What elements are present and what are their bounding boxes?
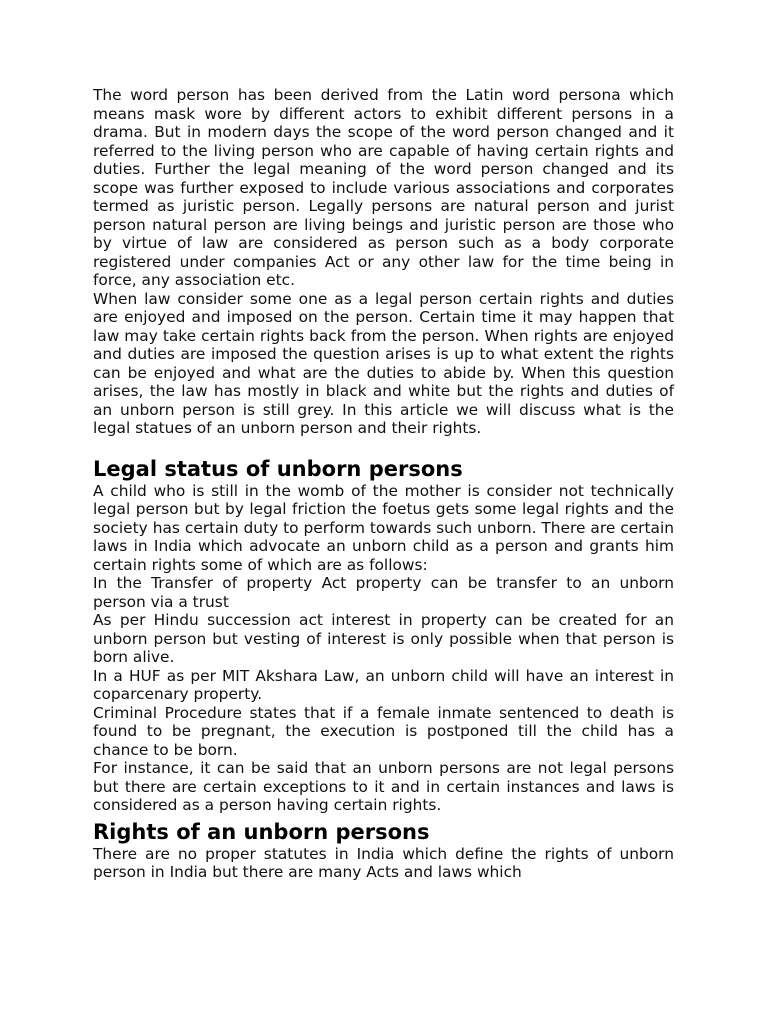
section1-paragraph: Criminal Procedure states that if a female inmate sentenced to death is found to be pregnant, the execution is postponed till the child has a chance to be born. <box>93 703 674 759</box>
section1-paragraph: In the Transfer of property Act property can be transfer to an unborn person via a trust <box>93 574 674 611</box>
document-page <box>93 86 674 882</box>
intro-paragraph-2: When law consider some one as a legal person certain rights and duties are enjoyed and imposed on the person. Certain time it may happen that law may take certain rights back from the person. When rights are enjoyed and duties are imposed the question arises is up to what extent the rights can be enjoyed and what are the duties to abide by. When this question arises, the law has mostly in black and white but the rights and duties of an unborn person is still grey. In this article we will discuss what is the legal statues of an unborn person and their rights. <box>93 289 674 437</box>
section1-paragraph: As per Hindu succession act interest in property can be created for an unborn person but vesting of interest is only possible when that person is born alive. <box>93 611 674 666</box>
section-heading-rights: Rights of an unborn persons <box>93 819 430 844</box>
section2-paragraph: There are no proper statutes in India which define the rights of unborn person in India but there are many Acts and laws which <box>93 844 674 881</box>
section1-paragraph: For instance, it can be said that an unborn persons are not legal persons but there are certain exceptions to it and in certain instances and laws is considered as a person having certain rights. <box>93 759 674 814</box>
section1-paragraph: In a HUF as per MIT Akshara Law, an unborn child will have an interest in coparcenary property. <box>93 666 674 703</box>
section1-paragraph: A child who is still in the womb of the mother is consider not technically legal person but by legal friction the foetus gets some legal rights and the society has certain duty to perform towards such unborn. There are certain laws in India which advocate an unborn child as a person and grants him certain rights some of which are as follows: <box>93 481 674 574</box>
intro-paragraph-1: The word person has been derived from the Latin word persona which means mask wore by different actors to exhibit different persons in a drama. But in modern days the scope of the word person changed and it referred to the living person who are capable of having certain rights and duties. Further the legal meaning of the word person changed and its scope was further exposed to include various associations and corporates termed as juristic person. Legally persons are natural person and jurist person natural person are living beings and juristic person are those who by virtue of law are considered as person such as a body corporate registered under companies Act or any other law for the time being in force, any association etc. <box>93 86 674 289</box>
section-heading-legal-status: Legal status of unborn persons <box>93 456 463 481</box>
